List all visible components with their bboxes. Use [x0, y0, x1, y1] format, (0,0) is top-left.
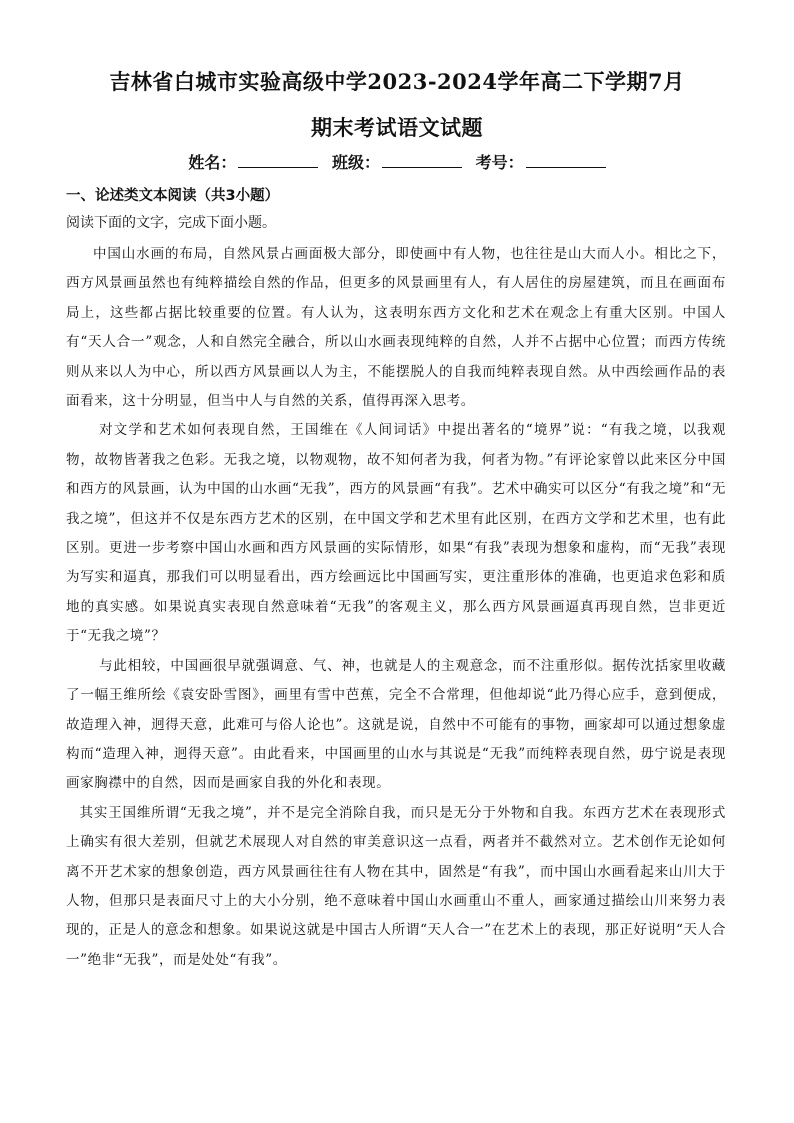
passage-paragraph-2: 对文学和艺术如何表现自然，王国维在《人间词话》中提出著名的“境界”说：“有我之境，以我观物，故物皆著我之色彩。无我之境，以物观物，故不知何者为我，何者为物。”有评论家曾以此来区分中国和西方的风景画，认为中国的山水画“无我”，西方的风景画“有我”。艺术中确实可以区分“有我之境”和“无我之境”，但这并不仅是东西方艺术的区别，在中国文学和艺术里有此区别，在西方文学和艺术里，也有此区别。更进一步考察中国山水画和西方风景画的实际情形，如果“有我”表现为想象和虚构，而“无我”表现为写实和逼真，那我们可以明显看出，西方绘画远比中国画写实，更注重形体的准确，也更追求色彩和质地的真实感。如果说真实表现自然意味着“无我”的客观主义，那么西方风景画逼真再现自然，岂非更近于“无我之境”？ [66, 422, 726, 645]
exam-title-line1: 吉林省白城市实验高级中学2023-2024学年高二下学期7月 [109, 69, 685, 94]
exam-number-label: 考号： [475, 153, 524, 172]
class-label: 班级： [331, 153, 380, 172]
section-instruction: 阅读下面的文字，完成下面小题。 [66, 215, 276, 231]
name-field [188, 150, 318, 173]
name-blank[interactable] [238, 153, 318, 168]
exam-title-line2: 期末考试语文试题 [311, 115, 483, 140]
name-label: 姓名： [188, 153, 237, 172]
student-info-line [0, 150, 794, 173]
passage-paragraph-4: 其实王国维所谓“无我之境”，并不是完全消除自我，而只是无分于外物和自我。东西方艺术在表现形式上确实有很大差别，但就艺术展现人对自然的审美意识这一点看，两者并不截然对立。艺术创作无论如何离不开艺术家的想象创造，西方风景画往往有人物在其中，固然是“有我”，而中国山水画看起来山川大于人物，但那只是表面尺寸上的大小分别，绝不意味着中国山水画重山不重人，画家通过描绘山川来努力表现的，正是人的意念和想象。如果说这就是中国古人所谓“天人合一”在艺术上的表现，那正好说明“天人合一”绝非“无我”，而是处处“有我”。 [66, 804, 726, 968]
passage-paragraph-3: 与此相较，中国画很早就强调意、气、神，也就是人的主观意念，而不注重形似。据传沈括家里收藏了一幅王维所绘《袁安卧雪图》，画里有雪中芭蕉，完全不合常理，但他却说“此乃得心应手，意到便成，故造理入神，迥得天意，此难可与俗人论也”。这就是说，自然中不可能有的事物，画家却可以通过想象虚构而“造理入神，迥得天意”。由此看来，中国画里的山水与其说是“无我”而纯粹表现自然，毋宁说是表现画家胸襟中的自然，因而是画家自我的外化和表现。 [66, 657, 726, 792]
class-field [332, 150, 462, 173]
exam-number-blank[interactable] [526, 153, 606, 168]
passage-paragraph-1: 中国山水画的布局，自然风景占画面极大部分，即使画中有人物，也往往是山大而人小。相比之下，西方风景画虽然也有纯粹描绘自然的作品，但更多的风景画里有人，有人居住的房屋建筑，而且在画面布局上，这些都占据比较重要的位置。有人认为，这表明东西方文化和艺术在观念上有重大区别。中国人有“天人合一”观念，人和自然完全融合，所以山水画表现纯粹的自然，人并不占据中心位置；而西方传统则从来以人为中心，所以西方风景画以人为主，不能摆脱人的自我而纯粹表现自然。从中西绘画作品的表面看来，这十分明显，但当中人与自然的关系，值得再深入思考。 [66, 246, 726, 410]
class-blank[interactable] [382, 153, 462, 168]
section-heading: 一、论述类文本阅读（共3小题） [66, 188, 280, 204]
exam-number-field [476, 150, 606, 173]
reading-passage [66, 240, 726, 975]
